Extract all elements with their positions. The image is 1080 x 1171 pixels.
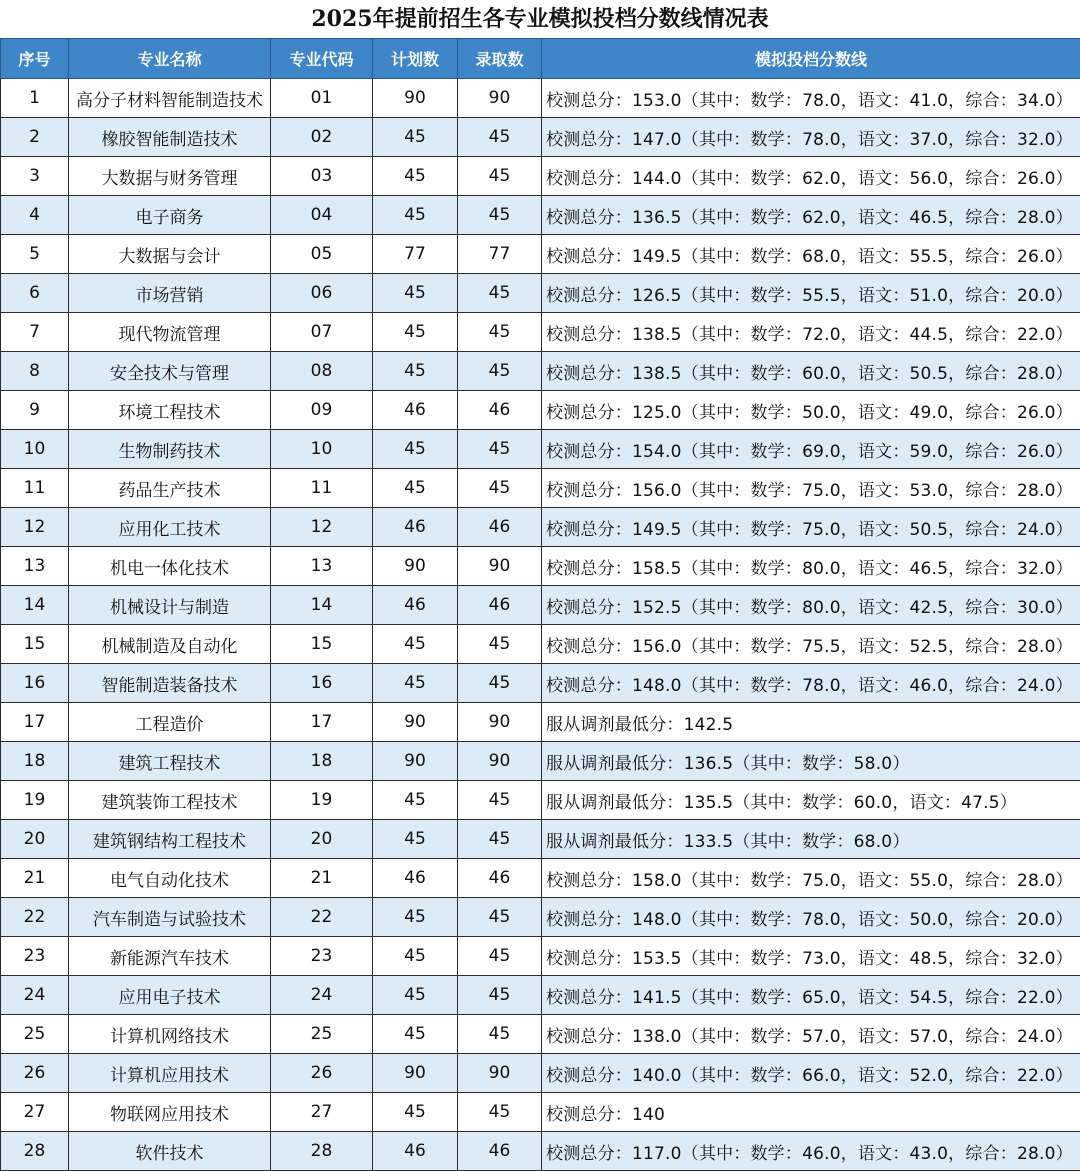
cell-plan-count: 45	[373, 313, 458, 352]
cell-admitted-count: 46	[458, 859, 542, 898]
cell-cutoff-score: 校测总分：156.0（其中：数学：75.0，语文：53.0，综合：28.0）	[542, 469, 1080, 508]
table-row	[1, 703, 1080, 742]
cell-index: 4	[1, 196, 69, 235]
cell-major-name: 工程造价	[69, 703, 271, 742]
table-row	[1, 1015, 1080, 1054]
cell-index: 27	[1, 1093, 69, 1132]
cell-major-name: 机械制造及自动化	[69, 625, 271, 664]
cell-major-code: 04	[271, 196, 373, 235]
cell-plan-count: 45	[373, 976, 458, 1015]
cell-admitted-count: 45	[458, 196, 542, 235]
cell-plan-count: 45	[373, 937, 458, 976]
table-row	[1, 859, 1080, 898]
cell-major-name: 软件技术	[69, 1132, 271, 1171]
cell-major-name: 新能源汽车技术	[69, 937, 271, 976]
cell-admitted-count: 45	[458, 625, 542, 664]
table-row	[1, 547, 1080, 586]
table-row	[1, 937, 1080, 976]
table-row	[1, 157, 1080, 196]
cell-major-code: 08	[271, 352, 373, 391]
cell-admitted-count: 45	[458, 313, 542, 352]
header-admitted-count: 录取数	[458, 39, 542, 79]
cell-plan-count: 90	[373, 742, 458, 781]
cell-admitted-count: 46	[458, 508, 542, 547]
cell-plan-count: 46	[373, 391, 458, 430]
cell-cutoff-score: 校测总分：136.5（其中：数学：62.0，语文：46.5，综合：28.0）	[542, 196, 1080, 235]
header-row	[1, 39, 1080, 79]
header-major-code: 专业代码	[271, 39, 373, 79]
cell-cutoff-score: 校测总分：138.0（其中：数学：57.0，语文：57.0，综合：24.0）	[542, 1015, 1080, 1054]
cell-admitted-count: 45	[458, 1015, 542, 1054]
cell-plan-count: 45	[373, 898, 458, 937]
cell-index: 5	[1, 235, 69, 274]
header-major-name: 专业名称	[69, 39, 271, 79]
cell-major-code: 03	[271, 157, 373, 196]
cell-plan-count: 46	[373, 1132, 458, 1171]
cell-major-code: 27	[271, 1093, 373, 1132]
cell-cutoff-score: 服从调剂最低分：142.5	[542, 703, 1080, 742]
cell-plan-count: 45	[373, 1015, 458, 1054]
cell-cutoff-score: 校测总分：153.5（其中：数学：73.0，语文：48.5，综合：32.0）	[542, 937, 1080, 976]
cell-admitted-count: 45	[458, 820, 542, 859]
cell-major-code: 17	[271, 703, 373, 742]
cell-cutoff-score: 服从调剂最低分：135.5（其中：数学：60.0，语文：47.5）	[542, 781, 1080, 820]
header-index: 序号	[1, 39, 69, 79]
cell-cutoff-score: 校测总分：140.0（其中：数学：66.0，语文：52.0，综合：22.0）	[542, 1054, 1080, 1093]
cell-plan-count: 45	[373, 781, 458, 820]
cell-plan-count: 77	[373, 235, 458, 274]
table-row	[1, 781, 1080, 820]
table-row	[1, 469, 1080, 508]
table-row	[1, 118, 1080, 157]
cell-admitted-count: 45	[458, 469, 542, 508]
cell-plan-count: 46	[373, 508, 458, 547]
cell-plan-count: 45	[373, 664, 458, 703]
cell-admitted-count: 45	[458, 430, 542, 469]
cell-index: 3	[1, 157, 69, 196]
table-row	[1, 508, 1080, 547]
cell-major-code: 12	[271, 508, 373, 547]
cell-index: 26	[1, 1054, 69, 1093]
cell-plan-count: 90	[373, 1054, 458, 1093]
cell-plan-count: 45	[373, 820, 458, 859]
cell-cutoff-score: 校测总分：158.0（其中：数学：75.0，语文：55.0，综合：28.0）	[542, 859, 1080, 898]
table-row	[1, 976, 1080, 1015]
cell-admitted-count: 45	[458, 1093, 542, 1132]
table-row	[1, 625, 1080, 664]
cell-major-name: 建筑钢结构工程技术	[69, 820, 271, 859]
cell-plan-count: 45	[373, 196, 458, 235]
cell-major-code: 06	[271, 274, 373, 313]
cell-cutoff-score: 校测总分：149.5（其中：数学：75.0，语文：50.5，综合：24.0）	[542, 508, 1080, 547]
cell-plan-count: 46	[373, 859, 458, 898]
cell-admitted-count: 45	[458, 118, 542, 157]
cell-admitted-count: 45	[458, 664, 542, 703]
cell-index: 2	[1, 118, 69, 157]
cell-index: 22	[1, 898, 69, 937]
cell-admitted-count: 90	[458, 79, 542, 118]
cell-major-name: 应用电子技术	[69, 976, 271, 1015]
cell-major-code: 24	[271, 976, 373, 1015]
cell-major-name: 橡胶智能制造技术	[69, 118, 271, 157]
table-row	[1, 79, 1080, 118]
table-row	[1, 391, 1080, 430]
cell-cutoff-score: 校测总分：154.0（其中：数学：69.0，语文：59.0，综合：26.0）	[542, 430, 1080, 469]
cell-plan-count: 45	[373, 157, 458, 196]
cell-major-code: 21	[271, 859, 373, 898]
cell-major-name: 汽车制造与试验技术	[69, 898, 271, 937]
table-row	[1, 1093, 1080, 1132]
cell-major-name: 计算机应用技术	[69, 1054, 271, 1093]
cell-cutoff-score: 校测总分：149.5（其中：数学：68.0，语文：55.5，综合：26.0）	[542, 235, 1080, 274]
table-row	[1, 1132, 1080, 1171]
cell-major-name: 市场营销	[69, 274, 271, 313]
cell-major-name: 计算机网络技术	[69, 1015, 271, 1054]
cell-major-name: 药品生产技术	[69, 469, 271, 508]
cell-index: 25	[1, 1015, 69, 1054]
cell-cutoff-score: 校测总分：138.5（其中：数学：60.0，语文：50.5，综合：28.0）	[542, 352, 1080, 391]
cell-cutoff-score: 校测总分：148.0（其中：数学：78.0，语文：46.0，综合：24.0）	[542, 664, 1080, 703]
cell-major-code: 01	[271, 79, 373, 118]
table-body	[1, 79, 1080, 1171]
cell-plan-count: 46	[373, 586, 458, 625]
cell-plan-count: 45	[373, 352, 458, 391]
cell-cutoff-score: 校测总分：147.0（其中：数学：78.0，语文：37.0，综合：32.0）	[542, 118, 1080, 157]
cell-index: 28	[1, 1132, 69, 1171]
cell-cutoff-score: 校测总分：144.0（其中：数学：62.0，语文：56.0，综合：26.0）	[542, 157, 1080, 196]
table-row	[1, 196, 1080, 235]
cell-major-name: 生物制药技术	[69, 430, 271, 469]
cell-major-code: 14	[271, 586, 373, 625]
cell-admitted-count: 45	[458, 157, 542, 196]
cell-index: 23	[1, 937, 69, 976]
cell-index: 24	[1, 976, 69, 1015]
cell-admitted-count: 45	[458, 781, 542, 820]
cell-admitted-count: 90	[458, 742, 542, 781]
cell-major-code: 26	[271, 1054, 373, 1093]
cell-index: 15	[1, 625, 69, 664]
page-title: 2025年提前招生各专业模拟投档分数线情况表	[0, 0, 1080, 38]
table-row	[1, 742, 1080, 781]
cell-major-name: 电子商务	[69, 196, 271, 235]
cell-plan-count: 45	[373, 430, 458, 469]
cell-major-code: 20	[271, 820, 373, 859]
cell-major-code: 19	[271, 781, 373, 820]
cell-index: 18	[1, 742, 69, 781]
cell-major-name: 大数据与会计	[69, 235, 271, 274]
cell-index: 9	[1, 391, 69, 430]
cell-major-name: 现代物流管理	[69, 313, 271, 352]
cell-admitted-count: 77	[458, 235, 542, 274]
cell-cutoff-score: 校测总分：140	[542, 1093, 1080, 1132]
cell-plan-count: 90	[373, 547, 458, 586]
cell-index: 21	[1, 859, 69, 898]
cell-admitted-count: 45	[458, 898, 542, 937]
cell-index: 10	[1, 430, 69, 469]
cell-plan-count: 45	[373, 1093, 458, 1132]
table-row	[1, 820, 1080, 859]
cell-index: 7	[1, 313, 69, 352]
cell-cutoff-score: 校测总分：138.5（其中：数学：72.0，语文：44.5，综合：22.0）	[542, 313, 1080, 352]
cell-plan-count: 45	[373, 625, 458, 664]
cell-plan-count: 90	[373, 79, 458, 118]
cell-major-name: 环境工程技术	[69, 391, 271, 430]
cell-cutoff-score: 校测总分：141.5（其中：数学：65.0，语文：54.5，综合：22.0）	[542, 976, 1080, 1015]
cell-admitted-count: 90	[458, 547, 542, 586]
cell-admitted-count: 45	[458, 937, 542, 976]
cell-admitted-count: 45	[458, 976, 542, 1015]
cell-cutoff-score: 校测总分：117.0（其中：数学：46.0，语文：43.0，综合：28.0）	[542, 1132, 1080, 1171]
header-cutoff-score: 模拟投档分数线	[542, 39, 1080, 79]
cell-index: 6	[1, 274, 69, 313]
score-table	[0, 38, 1080, 1171]
cell-major-code: 18	[271, 742, 373, 781]
cell-major-name: 智能制造装备技术	[69, 664, 271, 703]
cell-major-code: 28	[271, 1132, 373, 1171]
cell-major-code: 16	[271, 664, 373, 703]
cell-cutoff-score: 服从调剂最低分：136.5（其中：数学：58.0）	[542, 742, 1080, 781]
cell-cutoff-score: 校测总分：156.0（其中：数学：75.5，语文：52.5，综合：28.0）	[542, 625, 1080, 664]
cell-major-code: 05	[271, 235, 373, 274]
cell-major-name: 高分子材料智能制造技术	[69, 79, 271, 118]
table-row	[1, 664, 1080, 703]
cell-major-code: 22	[271, 898, 373, 937]
table-row	[1, 1054, 1080, 1093]
cell-admitted-count: 90	[458, 1054, 542, 1093]
cell-major-code: 10	[271, 430, 373, 469]
table-row	[1, 313, 1080, 352]
cell-index: 17	[1, 703, 69, 742]
header-plan-count: 计划数	[373, 39, 458, 79]
cell-major-name: 机械设计与制造	[69, 586, 271, 625]
cell-cutoff-score: 校测总分：153.0（其中：数学：78.0，语文：41.0，综合：34.0）	[542, 79, 1080, 118]
cell-major-name: 机电一体化技术	[69, 547, 271, 586]
cell-index: 16	[1, 664, 69, 703]
cell-index: 8	[1, 352, 69, 391]
cell-index: 20	[1, 820, 69, 859]
cell-plan-count: 45	[373, 469, 458, 508]
cell-cutoff-score: 校测总分：126.5（其中：数学：55.5，语文：51.0，综合：20.0）	[542, 274, 1080, 313]
cell-index: 14	[1, 586, 69, 625]
cell-plan-count: 45	[373, 274, 458, 313]
cell-major-name: 大数据与财务管理	[69, 157, 271, 196]
cell-index: 12	[1, 508, 69, 547]
table-row	[1, 235, 1080, 274]
cell-admitted-count: 45	[458, 274, 542, 313]
cell-major-code: 15	[271, 625, 373, 664]
cell-admitted-count: 45	[458, 352, 542, 391]
cell-major-name: 物联网应用技术	[69, 1093, 271, 1132]
table-row	[1, 352, 1080, 391]
cell-cutoff-score: 校测总分：125.0（其中：数学：50.0，语文：49.0，综合：26.0）	[542, 391, 1080, 430]
cell-major-code: 07	[271, 313, 373, 352]
table-row	[1, 274, 1080, 313]
cell-cutoff-score: 校测总分：148.0（其中：数学：78.0，语文：50.0，综合：20.0）	[542, 898, 1080, 937]
cell-cutoff-score: 校测总分：152.5（其中：数学：80.0，语文：42.5，综合：30.0）	[542, 586, 1080, 625]
table-row	[1, 898, 1080, 937]
cell-major-name: 建筑工程技术	[69, 742, 271, 781]
cell-admitted-count: 90	[458, 703, 542, 742]
cell-plan-count: 45	[373, 118, 458, 157]
cell-major-code: 25	[271, 1015, 373, 1054]
cell-major-name: 电气自动化技术	[69, 859, 271, 898]
cell-major-name: 安全技术与管理	[69, 352, 271, 391]
cell-admitted-count: 46	[458, 391, 542, 430]
cell-cutoff-score: 服从调剂最低分：133.5（其中：数学：68.0）	[542, 820, 1080, 859]
table-row	[1, 586, 1080, 625]
cell-index: 1	[1, 79, 69, 118]
cell-admitted-count: 46	[458, 1132, 542, 1171]
cell-major-code: 09	[271, 391, 373, 430]
cell-admitted-count: 46	[458, 586, 542, 625]
cell-major-code: 13	[271, 547, 373, 586]
cell-major-name: 建筑装饰工程技术	[69, 781, 271, 820]
cell-major-name: 应用化工技术	[69, 508, 271, 547]
cell-major-code: 02	[271, 118, 373, 157]
cell-cutoff-score: 校测总分：158.5（其中：数学：80.0，语文：46.5，综合：32.0）	[542, 547, 1080, 586]
table-row	[1, 430, 1080, 469]
cell-major-code: 23	[271, 937, 373, 976]
cell-major-code: 11	[271, 469, 373, 508]
cell-index: 19	[1, 781, 69, 820]
cell-plan-count: 90	[373, 703, 458, 742]
cell-index: 11	[1, 469, 69, 508]
cell-index: 13	[1, 547, 69, 586]
